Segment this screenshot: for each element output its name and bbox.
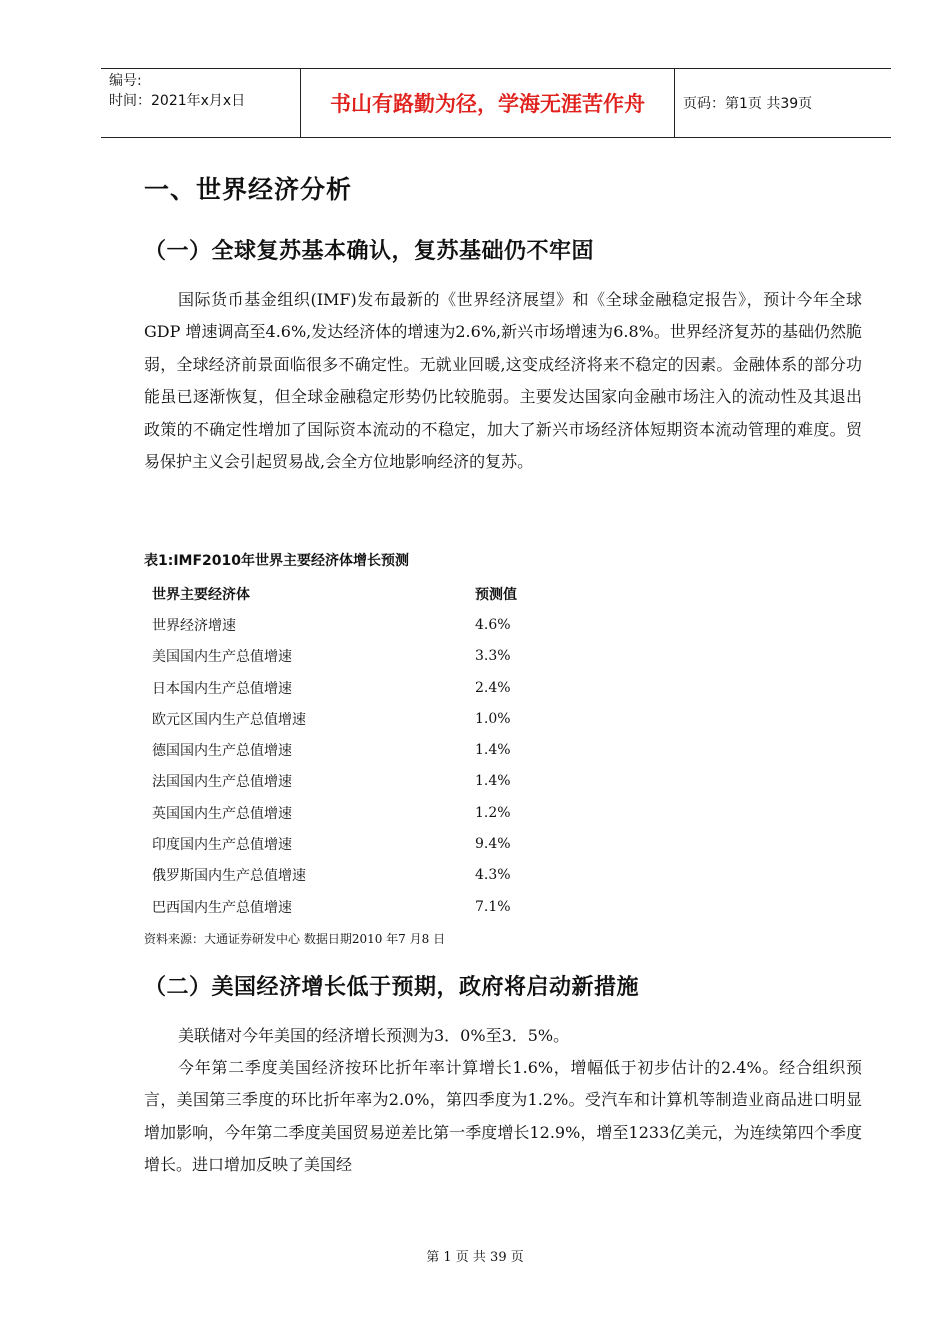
economy-cell: 英国国内生产总值增速 — [152, 805, 292, 822]
subsection-title-2: （二）美国经济增长低于预期，政府将启动新措施 — [144, 975, 640, 1000]
forecast-cell: 7.1% — [475, 898, 511, 915]
table-row — [144, 734, 595, 765]
page-header — [101, 68, 891, 138]
table-caption: 表1:IMF2010年世界主要经济体增长预测 — [144, 553, 410, 569]
economy-cell: 巴西国内生产总值增速 — [152, 899, 292, 916]
table-row — [144, 703, 595, 734]
column-header-economy: 世界主要经济体 — [152, 586, 250, 603]
table-row — [144, 860, 595, 891]
forecast-cell: 9.4% — [475, 836, 511, 853]
economy-cell: 俄罗斯国内生产总值增速 — [152, 868, 306, 885]
paragraph-global-recovery: 国际货币基金组织(IMF)发布最新的《世界经济展望》和《全球金融稳定报告》，预计今年全球GDP 增速调高至4.6%,发达经济体的增速为2.6%,新兴市场增速为6.8%。世界经济复苏的基础仍然脆弱，全球经济前景面临很多不确定性。无就业回暖,这变成经济将来不稳定的因素。金融体系的部分功能虽已逐渐恢复，但全球金融稳定形势仍比较脆弱。主要发达国家向金融市场注入的流动性及其退出政策的不确定性增加了国际资本流动的不稳定，加大了新兴市场经济体短期资本流动管理的难度。贸易保护主义会引起贸易战,会全方位地影响经济的复苏。 — [144, 290, 862, 472]
table-source-note: 资料来源：大通证券研发中心 数据日期2010 年7 月8 日 — [144, 932, 446, 946]
section-title: 一、世界经济分析 — [144, 175, 353, 204]
header-motto: 书山有路勤为径，学海无涯苦作舟 — [301, 69, 675, 137]
table-row — [144, 672, 595, 703]
document-number: 编号: — [109, 73, 142, 89]
header-page-info: 页码：第1页 共39页 — [683, 96, 813, 112]
economy-cell: 欧元区国内生产总值增速 — [152, 711, 306, 728]
table-row — [144, 828, 595, 859]
growth-forecast-table — [144, 578, 595, 922]
forecast-cell: 1.0% — [475, 710, 511, 727]
paragraph-us-growth: 今年第二季度美国经济按环比折年率计算增长1.6%，增幅低于初步估计的2.4%。经合组织预言，美国第三季度的环比折年率为2.0%，第四季度为1.2%。受汽车和计算机等制造业商品进口明显增加影响，今年第二季度美国贸易逆差比第一季度增长12.9%，增至1233亿美元，为连续第四个季度增长。进口增加反映了美国经 — [144, 1058, 862, 1175]
page-footer: 第 1 页 共 39 页 — [426, 1250, 524, 1265]
table-row — [144, 797, 595, 828]
economy-cell: 日本国内生产总值增速 — [152, 680, 292, 697]
forecast-cell: 4.6% — [475, 616, 511, 633]
subsection-title-1: （一）全球复苏基本确认，复苏基础仍不牢固 — [144, 239, 595, 264]
paragraph-fed-forecast: 美联储对今年美国的经济增长预测为3．0%至3．5%。 — [178, 1026, 570, 1045]
forecast-cell: 1.2% — [475, 804, 511, 821]
table-header-row — [144, 578, 595, 609]
economy-cell: 世界经济增速 — [152, 617, 236, 634]
table-row — [144, 891, 595, 922]
forecast-cell: 1.4% — [475, 742, 511, 759]
header-meta — [101, 69, 301, 137]
forecast-cell: 3.3% — [475, 648, 511, 665]
forecast-cell: 1.4% — [475, 773, 511, 790]
forecast-cell: 2.4% — [475, 679, 511, 696]
column-header-forecast: 预测值 — [475, 586, 517, 603]
table-row — [144, 609, 595, 640]
forecast-cell: 4.3% — [475, 867, 511, 884]
economy-cell: 印度国内生产总值增速 — [152, 837, 292, 854]
economy-cell: 法国国内生产总值增速 — [152, 774, 292, 791]
table-row — [144, 641, 595, 672]
economy-cell: 德国国内生产总值增速 — [152, 743, 292, 760]
document-date: 时间：2021年x月x日 — [109, 93, 246, 109]
economy-cell: 美国国内生产总值增速 — [152, 649, 292, 666]
table-row — [144, 766, 595, 797]
